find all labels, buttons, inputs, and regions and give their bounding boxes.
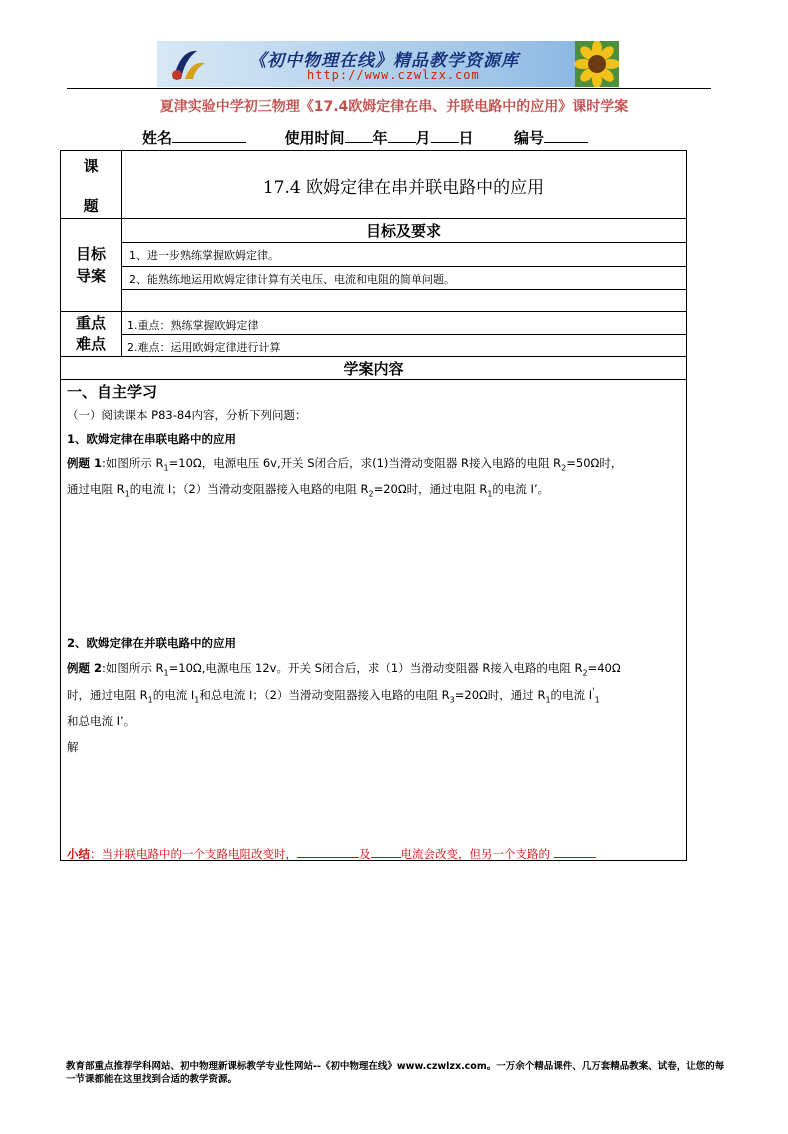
row-divider xyxy=(121,266,686,267)
example-2-line-1 xyxy=(67,660,621,677)
day-blank[interactable] xyxy=(431,128,459,143)
row-divider xyxy=(121,334,686,335)
goals-header: 目标及要求 xyxy=(365,222,441,240)
example-1-text: :如图所示 R xyxy=(102,456,164,470)
example-1-text: =20Ω时，通过电阻 R xyxy=(373,482,488,496)
subscript: 1 xyxy=(545,695,551,705)
lesson-table xyxy=(60,150,687,861)
month-blank[interactable] xyxy=(388,128,416,143)
summary-text: 及 xyxy=(359,847,371,861)
time-label: 使用时间 xyxy=(284,129,345,147)
number-label: 编号 xyxy=(514,129,545,147)
subscript: 1 xyxy=(194,695,200,705)
example-2-text: 时，通过电阻 R xyxy=(67,688,148,702)
key-label-top: 重点 xyxy=(75,314,106,332)
row-divider xyxy=(121,242,686,243)
day-label: 日 xyxy=(458,129,474,147)
example-2-text: :如图所示 R xyxy=(102,661,164,675)
row-divider xyxy=(61,356,686,357)
summary-text: ：当并联电路中的一个支路电阻改变时， xyxy=(90,847,297,861)
summary-blank-2[interactable] xyxy=(371,845,401,858)
subscript: 1 xyxy=(594,695,600,705)
solution-label: 解 xyxy=(67,740,79,754)
banner xyxy=(157,41,619,87)
summary-text: 电流会改变，但另一个支路的 xyxy=(400,847,550,861)
example-1-text: 的电流 I’。 xyxy=(492,482,550,496)
subscript: 2 xyxy=(582,668,588,678)
document-title: 夏津实验中学初三物理《17.4欧姆定律在串、并联电路中的应用》课时学案 xyxy=(159,99,629,115)
footer-note: 教育部重点推荐学科网站、初中物理新课标教学专业性网站--《初中物理在线》www.czwlzx.com。一万余个精品课件、几万套精品教案、试卷，让您的每一节课都能在这里找到合适的教学资源。 xyxy=(66,1061,725,1085)
section-self-study: 一、自主学习 xyxy=(67,383,158,401)
year-blank[interactable] xyxy=(345,128,373,143)
year-label: 年 xyxy=(372,129,388,147)
goals-label-top: 目标 xyxy=(75,245,106,263)
subscript: 1 xyxy=(487,489,493,499)
row-divider xyxy=(121,289,686,290)
example-2-text: 的电流 I xyxy=(550,688,593,702)
goal-item-1: 1、进一步熟练掌握欧姆定律。 xyxy=(129,249,279,262)
key-label-bottom: 难点 xyxy=(75,335,106,353)
banner-url[interactable]: http://www.czwlzx.com xyxy=(307,68,480,82)
summary-label: 小结 xyxy=(67,847,90,861)
lesson-topic: 17.4 欧姆定律在串并联电路中的应用 xyxy=(262,178,545,198)
example-2-label: 例题 2 xyxy=(67,661,103,675)
example-2-text: =10Ω,电源电压 12v。开关 S闭合后，求（1）当滑动变阻器 R接入电路的电阻 R xyxy=(168,661,583,675)
subscript: 2 xyxy=(368,489,374,499)
example-2-text: =40Ω xyxy=(587,661,621,675)
summary-line xyxy=(67,845,596,862)
difficult-point: 2.难点：运用欧姆定律进行计算 xyxy=(127,341,281,354)
topic-label-top: 课 xyxy=(83,157,99,175)
site-logo-icon xyxy=(167,45,207,83)
month-label: 月 xyxy=(415,129,431,147)
subscript: 1 xyxy=(147,695,153,705)
example-1-line-2 xyxy=(67,481,549,498)
summary-blank-3[interactable] xyxy=(554,845,596,858)
example-1-line-1 xyxy=(67,455,622,472)
subscript: 1 xyxy=(163,668,169,678)
row-divider xyxy=(61,379,686,380)
row-divider xyxy=(61,218,686,219)
example-2-text: =20Ω时，通过 R xyxy=(454,688,546,702)
part-2-title: 2、欧姆定律在并联电路中的应用 xyxy=(67,636,236,650)
part-1-title: 1、欧姆定律在串联电路中的应用 xyxy=(67,432,236,446)
example-2-text: 和总电流 I；（2）当滑动变阻器接入电路的电阻 R xyxy=(199,688,450,702)
reading-instruction: （一）阅读课本 P83-84内容，分析下列问题： xyxy=(67,408,307,422)
subscript: 2 xyxy=(561,463,567,473)
subscript: 3 xyxy=(449,695,455,705)
example-1-label: 例题 1 xyxy=(67,456,103,470)
goal-item-2: 2、能熟练地运用欧姆定律计算有关电压、电流和电阻的简单问题。 xyxy=(129,273,455,286)
example-2-line-2 xyxy=(67,687,600,704)
example-2-line-3: 和总电流 I’。 xyxy=(67,714,136,728)
sunflower-icon xyxy=(575,41,619,87)
topic-label-bottom: 题 xyxy=(83,197,99,215)
prime-mark: ' xyxy=(592,687,595,698)
example-1-text: =50Ω时， xyxy=(566,456,623,470)
header-rule xyxy=(67,88,711,89)
example-1-text: 通过电阻 R xyxy=(67,482,125,496)
banner-title: 《初中物理在线》精品教学资源库 xyxy=(249,51,519,71)
example-1-text: =10Ω，电源电压 6v,开关 S闭合后，求(1)当滑动变阻器 R接入电路的电阻 R xyxy=(168,456,562,470)
subscript: 1 xyxy=(163,463,169,473)
example-1-text: 的电流 I；（2）当滑动变阻器接入电路的电阻 R xyxy=(129,482,369,496)
name-label: 姓名 xyxy=(142,129,173,147)
summary-blank-1[interactable] xyxy=(297,845,359,858)
goals-label-bottom: 导案 xyxy=(75,267,106,285)
info-line xyxy=(142,127,588,148)
key-point: 1.重点：熟练掌握欧姆定律 xyxy=(127,319,259,332)
row-divider xyxy=(61,311,686,312)
number-blank[interactable] xyxy=(544,128,588,143)
name-blank[interactable] xyxy=(172,128,246,143)
example-2-text: 的电流 I xyxy=(152,688,195,702)
content-header: 学案内容 xyxy=(343,360,404,378)
subscript: 1 xyxy=(124,489,130,499)
